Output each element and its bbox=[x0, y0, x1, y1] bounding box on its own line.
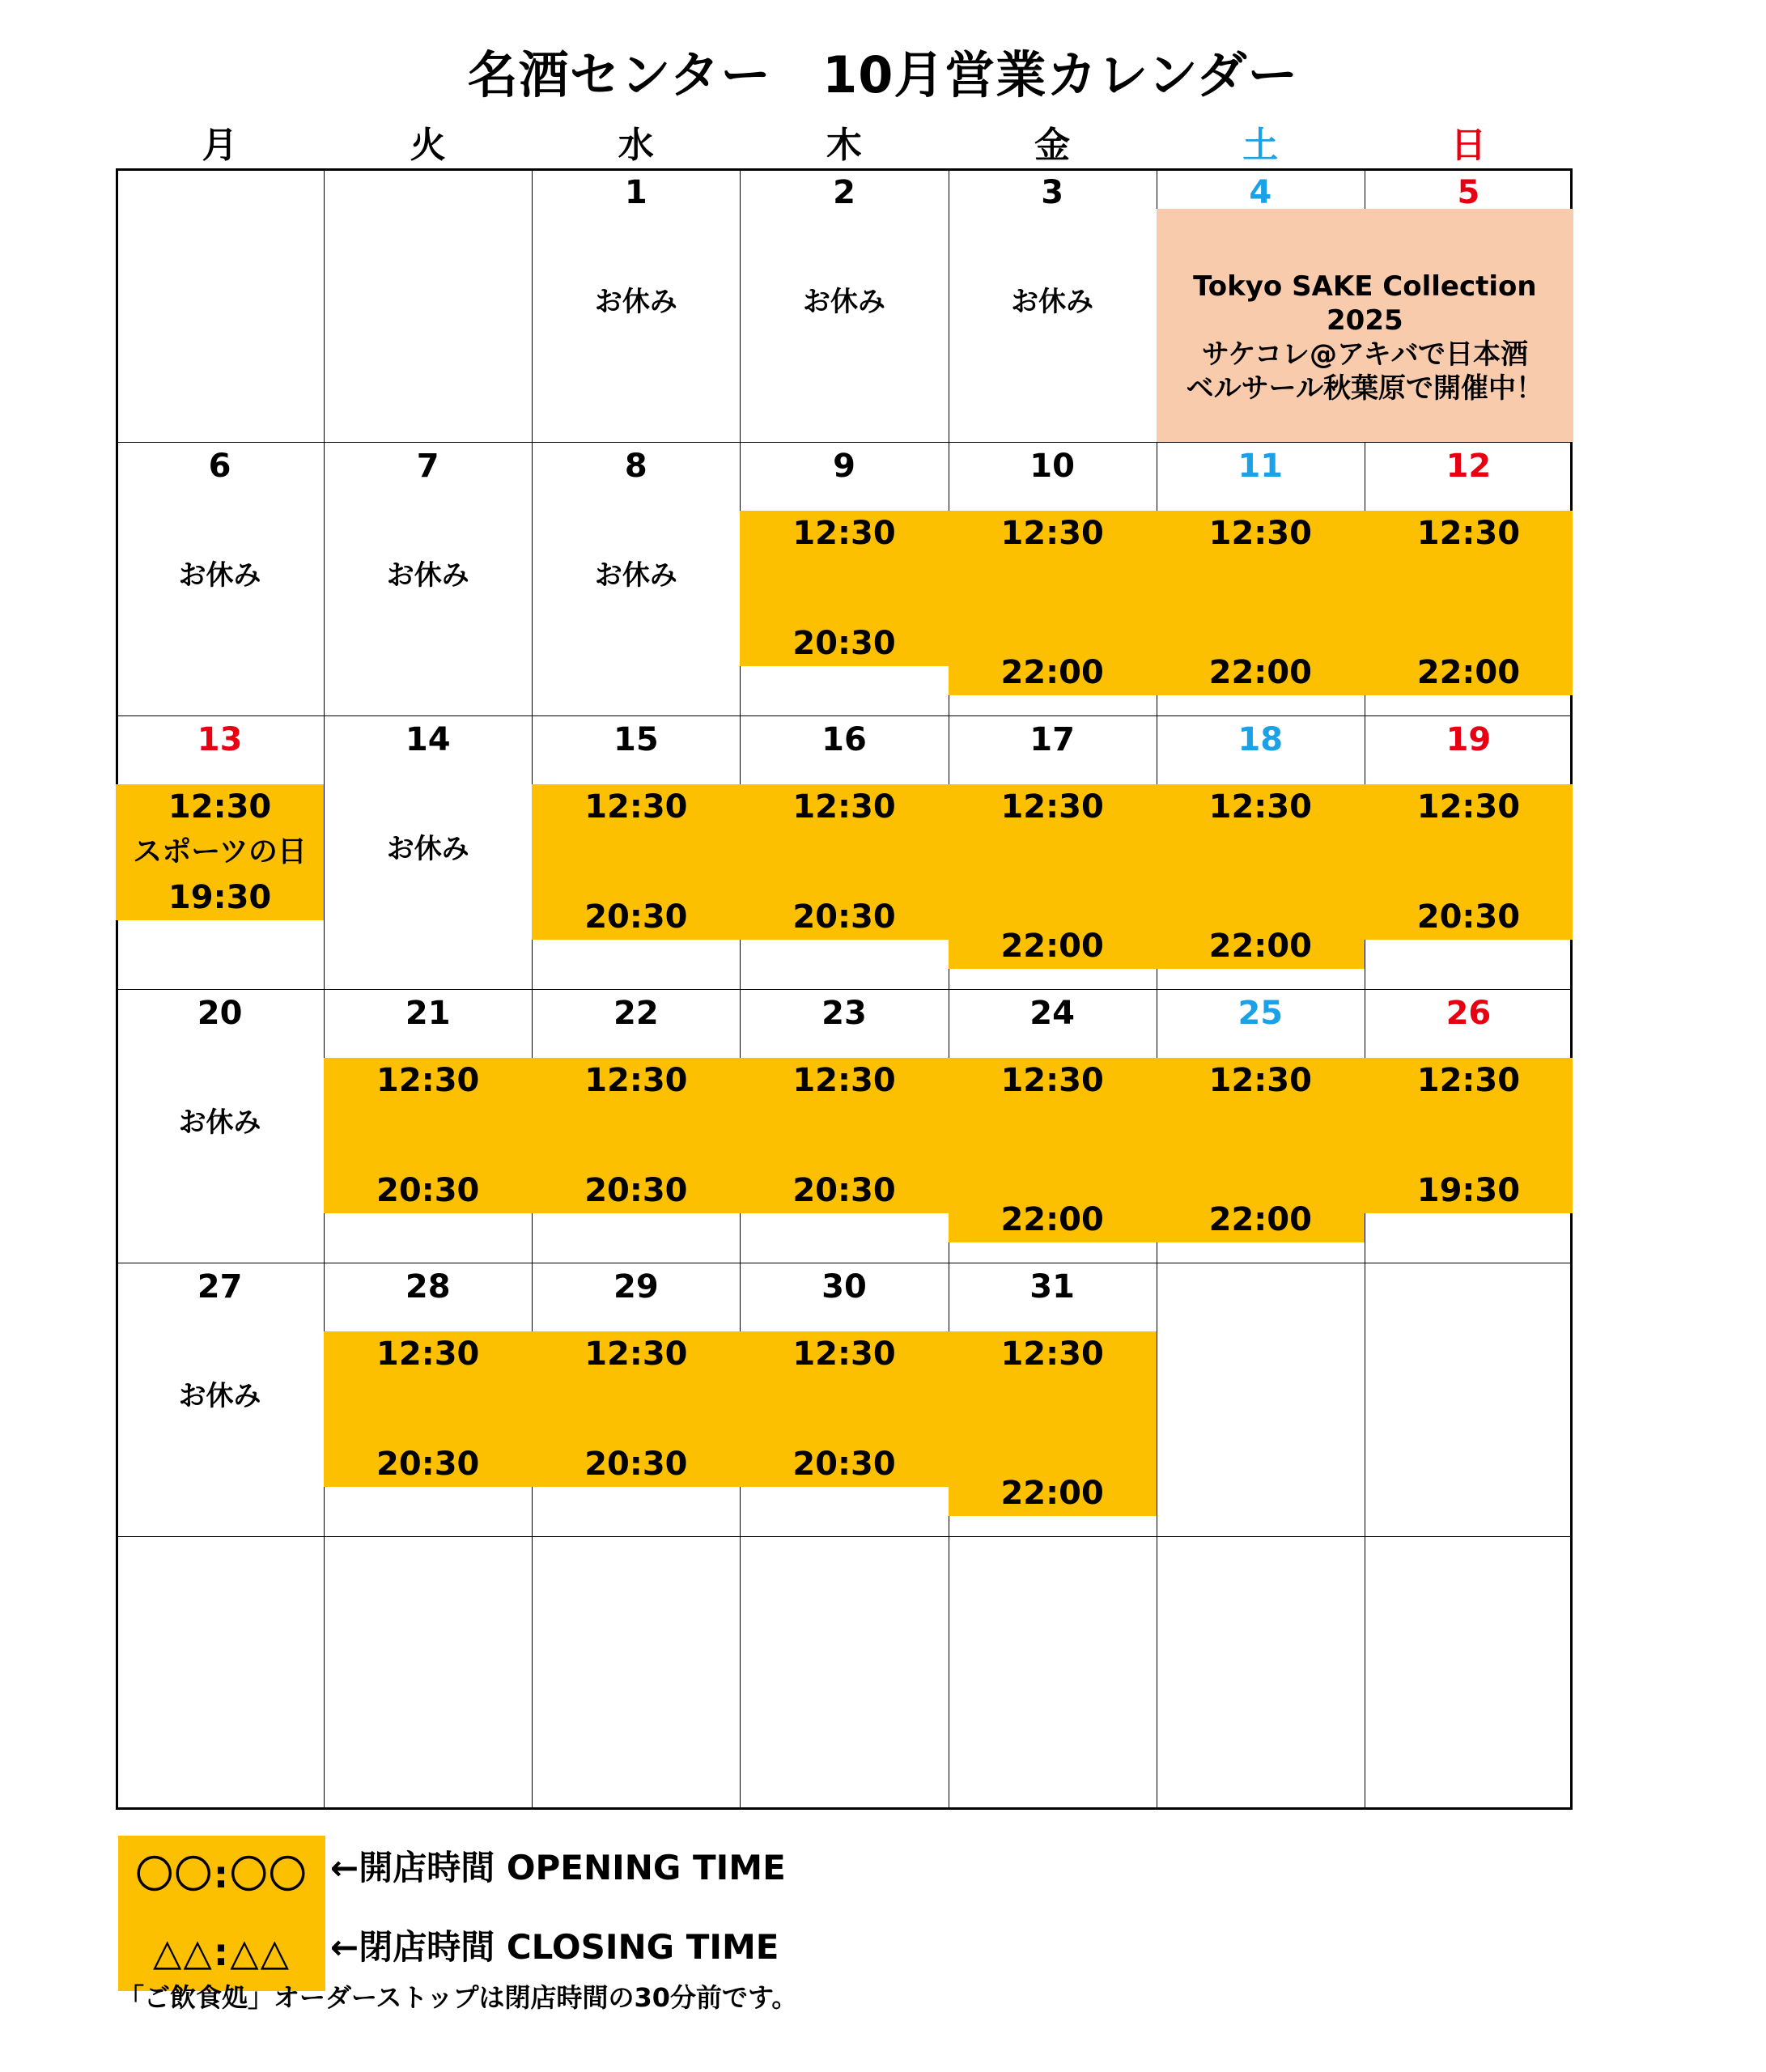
day-number: 17 bbox=[1029, 721, 1075, 758]
opening-time: 12:30 bbox=[792, 1062, 896, 1099]
day-number: 1 bbox=[624, 174, 647, 211]
empty-cell bbox=[1365, 1263, 1573, 1537]
weekday-header-row bbox=[116, 125, 1573, 166]
day-cell bbox=[740, 1263, 949, 1537]
day-cell bbox=[324, 1263, 533, 1537]
hours-band bbox=[740, 1058, 948, 1213]
day-cell bbox=[1157, 442, 1365, 716]
day-cell bbox=[1157, 715, 1365, 990]
hours-band bbox=[1157, 511, 1365, 695]
day-number: 12 bbox=[1445, 448, 1492, 485]
closing-time: 22:00 bbox=[1208, 928, 1312, 965]
day-number: 5 bbox=[1457, 174, 1480, 211]
day-number: 8 bbox=[624, 448, 647, 485]
day-number: 30 bbox=[821, 1268, 867, 1306]
event-line: サケコレ@アキバで日本酒 bbox=[1201, 338, 1528, 371]
empty-cell bbox=[1157, 1536, 1365, 1810]
opening-time: 12:30 bbox=[376, 1062, 480, 1099]
day-number: 10 bbox=[1029, 448, 1075, 485]
order-stop-note: 「ご飲食処」オーダーストップは閉店時間の30分前です。 bbox=[118, 1982, 798, 2013]
closed-label: お休み bbox=[1011, 286, 1094, 318]
opening-time: 12:30 bbox=[792, 515, 896, 552]
weekday-label: 水 bbox=[618, 125, 654, 166]
day-cell bbox=[324, 715, 533, 990]
hours-band bbox=[324, 1331, 532, 1487]
day-number: 20 bbox=[197, 995, 243, 1032]
closed-label: お休み bbox=[802, 286, 885, 318]
opening-time: 12:30 bbox=[1000, 788, 1104, 826]
day-cell bbox=[949, 1263, 1157, 1537]
closing-time: 20:30 bbox=[584, 1446, 688, 1483]
closing-time: 20:30 bbox=[376, 1172, 480, 1209]
hours-band bbox=[740, 1331, 948, 1487]
weekday-label: 金 bbox=[1034, 125, 1071, 166]
day-cell bbox=[740, 442, 949, 716]
day-cell bbox=[1365, 442, 1573, 716]
closing-time: 20:30 bbox=[792, 1172, 896, 1209]
day-cell bbox=[740, 168, 949, 443]
hours-band bbox=[740, 784, 948, 940]
event-line: Tokyo SAKE Collection 2025 bbox=[1193, 270, 1537, 337]
day-cell bbox=[324, 989, 533, 1263]
closing-time: 22:00 bbox=[1416, 654, 1521, 691]
legend-opening-symbol: 〇〇:〇〇 bbox=[135, 1853, 308, 1896]
day-cell bbox=[949, 442, 1157, 716]
hours-band bbox=[532, 1331, 740, 1487]
day-cell bbox=[532, 1263, 741, 1537]
opening-time: 12:30 bbox=[376, 1335, 480, 1373]
opening-time: 12:30 bbox=[168, 788, 272, 826]
day-number: 31 bbox=[1029, 1268, 1075, 1306]
day-number: 14 bbox=[405, 721, 451, 758]
closed-label: お休み bbox=[178, 559, 261, 592]
day-cell bbox=[949, 715, 1157, 990]
opening-time: 12:30 bbox=[1000, 1335, 1104, 1373]
day-number: 11 bbox=[1237, 448, 1284, 485]
opening-time: 12:30 bbox=[1000, 515, 1104, 552]
day-cell bbox=[532, 715, 741, 990]
opening-time: 12:30 bbox=[584, 788, 688, 826]
day-number: 21 bbox=[405, 995, 451, 1032]
hours-band bbox=[324, 1058, 532, 1213]
hours-band bbox=[740, 511, 948, 666]
closed-label: お休み bbox=[178, 1380, 261, 1412]
opening-time: 12:30 bbox=[1416, 1062, 1521, 1099]
hours-band bbox=[532, 784, 740, 940]
opening-time: 12:30 bbox=[584, 1335, 688, 1373]
closing-time: 20:30 bbox=[376, 1446, 480, 1483]
opening-time: 12:30 bbox=[1208, 788, 1312, 826]
closing-time: 20:30 bbox=[792, 898, 896, 936]
weekday-label: 日 bbox=[1450, 125, 1487, 166]
closing-time: 22:00 bbox=[1208, 654, 1312, 691]
opening-time: 12:30 bbox=[792, 1335, 896, 1373]
opening-time: 12:30 bbox=[1000, 1062, 1104, 1099]
legend-closing-symbol: △△:△△ bbox=[153, 1930, 291, 1974]
closing-time: 20:30 bbox=[792, 625, 896, 662]
hours-band bbox=[1157, 784, 1365, 969]
day-number: 6 bbox=[208, 448, 231, 485]
weekday-label: 月 bbox=[202, 125, 238, 166]
day-cell bbox=[116, 442, 325, 716]
day-number: 15 bbox=[613, 721, 659, 758]
legend-opening-label: ←開店時間 OPENING TIME bbox=[330, 1848, 786, 1887]
day-cell bbox=[324, 442, 533, 716]
day-number: 26 bbox=[1445, 995, 1492, 1032]
day-number: 16 bbox=[821, 721, 867, 758]
page-title: 名酒センター 10月営業カレンダー bbox=[467, 45, 1299, 104]
day-number: 4 bbox=[1249, 174, 1272, 211]
day-cell bbox=[532, 168, 741, 443]
hours-band bbox=[949, 511, 1157, 695]
day-cell bbox=[740, 989, 949, 1263]
day-number: 7 bbox=[416, 448, 439, 485]
closed-label: お休み bbox=[594, 286, 677, 318]
closing-time: 22:00 bbox=[1000, 654, 1104, 691]
hours-band bbox=[1365, 784, 1573, 940]
closing-time: 22:00 bbox=[1000, 928, 1104, 965]
day-number: 18 bbox=[1237, 721, 1284, 758]
day-number: 27 bbox=[197, 1268, 243, 1306]
closing-time: 20:30 bbox=[792, 1446, 896, 1483]
opening-time: 12:30 bbox=[1416, 788, 1521, 826]
day-number: 2 bbox=[833, 174, 855, 211]
day-cell bbox=[1157, 989, 1365, 1263]
holiday-name: スポーツの日 bbox=[133, 835, 307, 868]
day-cell bbox=[949, 168, 1157, 443]
day-cell bbox=[116, 1263, 325, 1537]
day-cell bbox=[1365, 715, 1573, 990]
weekday-label: 土 bbox=[1242, 125, 1279, 166]
event-banner bbox=[1157, 209, 1573, 442]
weekday-label: 火 bbox=[410, 125, 446, 166]
day-cell bbox=[740, 715, 949, 990]
day-cell bbox=[532, 442, 741, 716]
empty-cell bbox=[740, 1536, 949, 1810]
empty-cell bbox=[324, 168, 533, 443]
hours-band bbox=[1365, 1058, 1573, 1213]
weekday-label: 木 bbox=[826, 125, 862, 166]
opening-time: 12:30 bbox=[792, 788, 896, 826]
closed-label: お休み bbox=[594, 559, 677, 592]
closing-time: 20:30 bbox=[1416, 898, 1521, 936]
hours-band bbox=[949, 1058, 1157, 1242]
empty-cell bbox=[532, 1536, 741, 1810]
closing-time: 19:30 bbox=[168, 879, 272, 916]
opening-time: 12:30 bbox=[1416, 515, 1521, 552]
hours-band bbox=[949, 1331, 1157, 1516]
day-cell bbox=[1157, 168, 1543, 443]
closed-label: お休み bbox=[386, 559, 469, 592]
calendar-grid bbox=[116, 168, 1573, 1810]
legend-opening-swatch bbox=[118, 1836, 325, 1913]
hours-band bbox=[532, 1058, 740, 1213]
day-number: 3 bbox=[1041, 174, 1064, 211]
hours-band bbox=[116, 784, 324, 920]
empty-cell bbox=[1157, 1263, 1365, 1537]
empty-cell bbox=[324, 1536, 533, 1810]
empty-cell bbox=[116, 168, 325, 443]
closing-time: 22:00 bbox=[1000, 1475, 1104, 1512]
hours-band bbox=[1365, 511, 1573, 695]
empty-cell bbox=[949, 1536, 1157, 1810]
day-number: 9 bbox=[833, 448, 855, 485]
event-text bbox=[1157, 270, 1573, 405]
empty-cell bbox=[116, 1536, 325, 1810]
closing-time: 22:00 bbox=[1208, 1201, 1312, 1238]
day-number: 28 bbox=[405, 1268, 451, 1306]
closed-label: お休み bbox=[178, 1106, 261, 1139]
closing-time: 19:30 bbox=[1416, 1172, 1521, 1209]
day-cell bbox=[949, 989, 1157, 1263]
day-number: 29 bbox=[613, 1268, 659, 1306]
closing-time: 20:30 bbox=[584, 1172, 688, 1209]
closing-time: 22:00 bbox=[1000, 1201, 1104, 1238]
closing-time: 20:30 bbox=[584, 898, 688, 936]
day-number: 24 bbox=[1029, 995, 1075, 1032]
closed-label: お休み bbox=[386, 833, 469, 865]
day-number: 19 bbox=[1445, 721, 1492, 758]
hours-band bbox=[1157, 1058, 1365, 1242]
day-cell bbox=[532, 989, 741, 1263]
day-number: 23 bbox=[821, 995, 867, 1032]
opening-time: 12:30 bbox=[1208, 515, 1312, 552]
opening-time: 12:30 bbox=[584, 1062, 688, 1099]
day-number: 13 bbox=[197, 721, 243, 758]
day-number: 22 bbox=[613, 995, 659, 1032]
day-cell bbox=[116, 715, 325, 990]
day-number: 25 bbox=[1237, 995, 1284, 1032]
opening-time: 12:30 bbox=[1208, 1062, 1312, 1099]
empty-cell bbox=[1365, 1536, 1573, 1810]
day-cell bbox=[1365, 989, 1573, 1263]
day-cell bbox=[116, 989, 325, 1263]
event-line: ベルサール秋葉原で開催中！ bbox=[1186, 372, 1543, 405]
hours-band bbox=[949, 784, 1157, 969]
legend-closing-label: ←閉店時間 CLOSING TIME bbox=[330, 1927, 779, 1967]
